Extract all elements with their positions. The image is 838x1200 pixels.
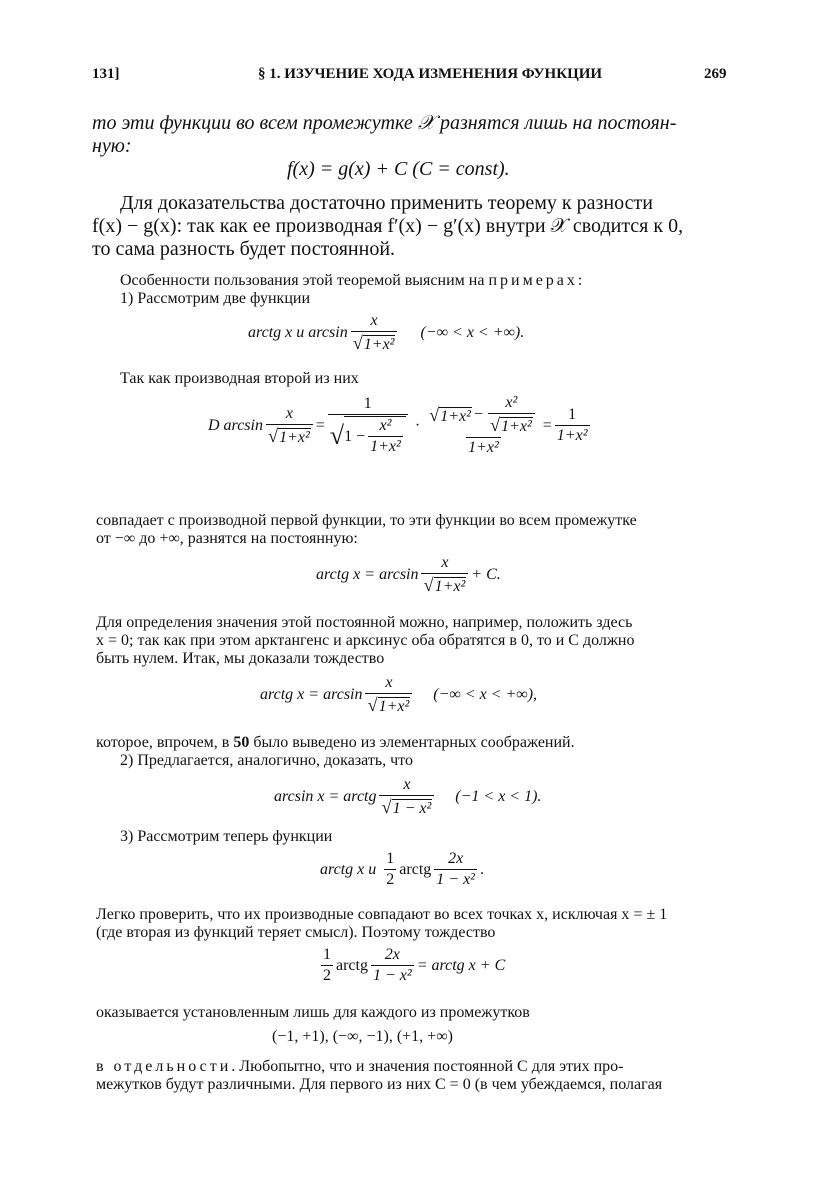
eq6-end: .: [479, 860, 484, 878]
eq2-root: 1+x²: [279, 428, 310, 446]
eq7-mid: arctg: [336, 956, 368, 974]
eq2-rhs-num: 1: [568, 406, 577, 423]
equation-4: arctg x = arcsin $\frac{x}{\text{√1+x²}}$ (−∞ < x < +∞),: [260, 674, 538, 715]
equation-6: [320, 850, 484, 889]
eq2-inner-x2: x²: [379, 417, 392, 434]
eq6-half-den: 2: [386, 871, 395, 888]
eq2-x: x: [285, 404, 293, 422]
eq6-num: 2x: [448, 850, 464, 867]
theorem-line-1: то эти функции во всем промежутке 𝒳 разнятся лишь на постоян-: [92, 112, 677, 134]
eq2-bignum-root: 1+x²: [440, 407, 471, 425]
eq4-num: x: [385, 674, 393, 691]
example-2-label: 2) Предлагается, аналогично, доказать, что: [120, 752, 413, 769]
eq2-bignum-minus: −: [473, 406, 483, 423]
eq6-mid: arctg: [399, 860, 432, 878]
eq7-num: 2x: [384, 946, 400, 963]
eq2-equals: =: [315, 416, 325, 434]
eq4-den: 1+x²: [378, 698, 410, 715]
theorem-formula: f(x) = g(x) + C (C = const).: [287, 158, 510, 180]
running-header: § 1. ИЗУЧЕНИЕ ХОДА ИЗМЕНЕНИЯ ФУНКЦИИ: [258, 66, 603, 82]
equation-1: arctg x и arcsin $\frac{x}{\text{√1+x²}}$ (−∞ < x < +∞).: [248, 312, 525, 353]
equation-2: D arcsin $\frac{x}{\text{√1+x²}}$ = 1 √ 1 − $\frac{\text{x²}}{\text{1+x²}}$ · √1+x² − $\frac{\text{x²}}{\text{√1+x²}}$ 1+x² = $\frac{1}{\text{1+x²}}$: [208, 394, 588, 456]
eq2-inner-lead: 1 −: [344, 427, 366, 445]
eq2-bignum-den: 1+x²: [501, 418, 532, 435]
theorem-line-2: ную:: [92, 135, 132, 157]
eq2-big-den: 1+x²: [468, 439, 499, 456]
easy-line-1: Легко проверить, что их производные совпадают во всех точках x, исключая x = ± 1: [96, 906, 668, 923]
eq2-dot: ·: [414, 416, 421, 434]
eq5-left: arcsin x = arctg: [274, 788, 377, 805]
eq3-num: x: [441, 554, 449, 571]
established-line: оказывается установленным лишь для каждого из промежутков: [96, 1004, 530, 1021]
eq5-range: (−1 < x < 1).: [455, 788, 542, 805]
eq3-left: arctg x = arcsin: [316, 566, 419, 583]
eq2-equals-2: =: [542, 416, 552, 434]
eq1-range: (−∞ < x < +∞).: [420, 324, 525, 341]
eq1-left: arctg x и arcsin: [248, 324, 348, 341]
eq4-range: (−∞ < x < +∞),: [433, 686, 538, 703]
example-3-label: 3) Рассмотрим теперь функции: [120, 828, 333, 845]
proof-line-2: f(x) − g(x): так как ее производная f′(x) − g′(x) внутри 𝒳 сводится к 0,: [92, 215, 684, 237]
eq4-left: arctg x = arcsin: [260, 686, 363, 703]
eq2-rhs-den: 1+x²: [556, 427, 588, 444]
eq1-den: 1+x²: [363, 336, 395, 353]
remark-text-a: которое, впрочем, в: [96, 734, 234, 751]
equation-3: arctg x = arcsin $\frac{x}{\text{√1+x²}}$ + C.: [316, 554, 501, 595]
eq3-den: 1+x²: [434, 578, 466, 595]
last-separately-word: в отдельности: [96, 1058, 232, 1075]
const-line-1: Для определения значения этой постоянной можно, например, положить здесь: [96, 614, 633, 631]
eq2-one: 1: [363, 395, 372, 412]
eq1-num: x: [370, 312, 378, 329]
derivative-intro: Так как производная второй из них: [120, 370, 359, 387]
eq2-bignum-x2: x²: [505, 394, 518, 411]
page-section-ref: 131]: [92, 66, 120, 82]
last-line-1-text: . Любопытно, что и значения постоянной C для этих про-: [231, 1058, 624, 1075]
eq7-right: = arctg x + C: [416, 956, 506, 974]
easy-line-2: (где вторая из функций теряет смысл). Поэтому тождество: [96, 924, 496, 941]
eq7-half-num: 1: [323, 946, 331, 963]
const-line-2: x = 0; так как при этом арктангенс и арксинус оба обратятся в 0, то и C должно: [96, 632, 635, 649]
equation-7: [318, 946, 505, 985]
proof-line-3: то сама разность будет постоянной.: [92, 238, 396, 260]
remark-text-b: было выведено из элементарных соображений.: [249, 734, 575, 751]
intro-line: [120, 272, 582, 290]
const-line-3: быть нулем. Итак, мы доказали тождество: [96, 650, 385, 667]
eq2-inner-den: 1+x²: [370, 438, 401, 455]
eq5-num: x: [403, 776, 411, 793]
eq3-right: + C.: [471, 566, 501, 583]
proof-line-1: Для доказательства достаточно применить теорему к разности: [120, 192, 653, 214]
page-number: 269: [704, 66, 727, 82]
eq6-half-num: 1: [386, 850, 395, 867]
remark-ref: 50: [233, 734, 250, 751]
intro-examples-word: примерах: [488, 272, 578, 289]
last-line-1: [96, 1058, 624, 1076]
after-eq2-line-2: от −∞ до +∞, разнятся на постоянную:: [96, 530, 358, 547]
eq6-left: arctg x и: [320, 860, 377, 878]
eq6-den: 1 − x²: [436, 871, 475, 888]
after-eq2-line-1: совпадает с производной первой функции, то эти функции во всем промежутке: [96, 512, 637, 529]
intro-text: Особенности пользования этой теоремой выясним на: [120, 272, 489, 289]
example-1-label: 1) Рассмотрим две функции: [120, 290, 311, 307]
intro-colon: :: [577, 272, 583, 289]
equation-5: arcsin x = arctg $\frac{x}{\text{√1 − x²}}$ (−1 < x < 1).: [274, 776, 542, 817]
eq5-den: 1 − x²: [392, 800, 432, 817]
last-line-2: межутков будут различными. Для первого из них C = 0 (в чем убеждаемся, полагая: [96, 1076, 663, 1093]
remark-line: [96, 734, 575, 752]
eq7-half-den: 2: [323, 967, 331, 984]
intervals-line: (−1, +1), (−∞, −1), (+1, +∞): [272, 1028, 453, 1045]
eq7-den: 1 − x²: [372, 967, 412, 984]
eq2-lhs: D arcsin: [208, 416, 263, 434]
